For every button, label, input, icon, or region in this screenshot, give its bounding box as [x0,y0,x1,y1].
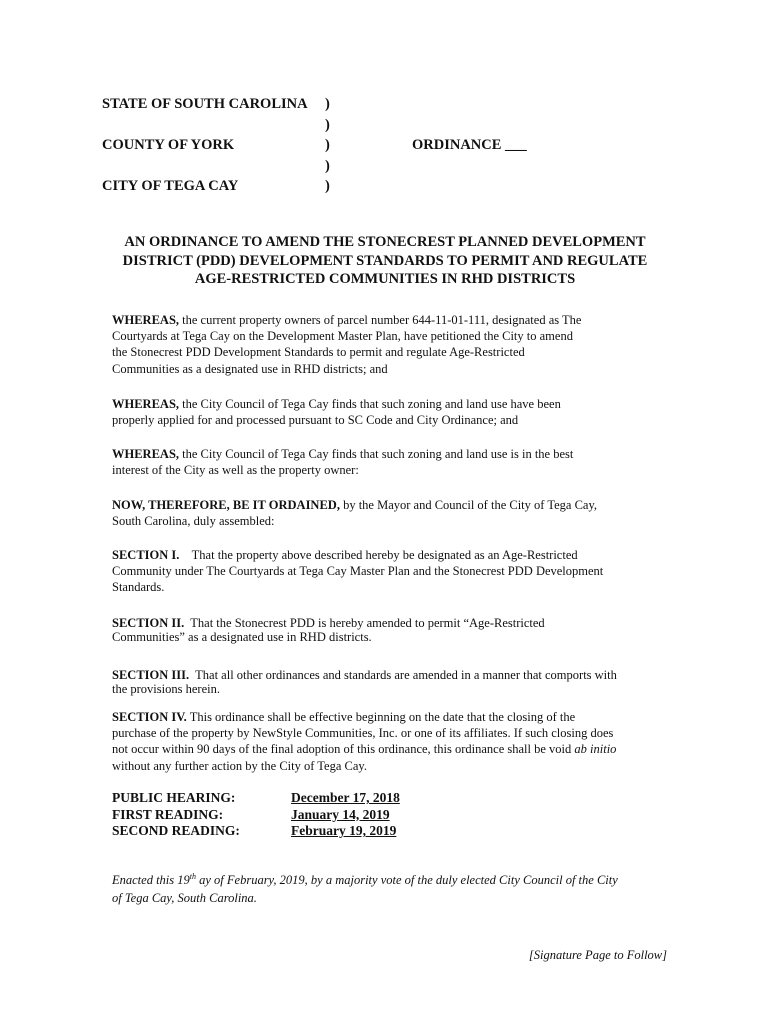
clause-text: the current property owners of parcel number 644-11-01-111, designated as The [179,313,582,327]
caption-paren: ) [325,96,330,112]
whereas-clause-3 [112,446,690,478]
date-label: PUBLIC HEARING: [112,790,236,805]
section-3 [112,668,668,696]
section-1 [112,547,668,596]
clause-lead: WHEREAS, [112,313,180,327]
title-line: DISTRICT (PDD) DEVELOPMENT STANDARDS TO PERMIT AND REGULATE [122,252,648,269]
date-row-second-reading [112,823,532,840]
enactment-statement [112,871,672,907]
whereas-clause-1 [112,312,690,377]
caption-paren: ) [325,137,330,153]
ordinance-number: ORDINANCE ___ [412,137,527,153]
clause-text: interest of the City as well as the property owner: [112,463,359,478]
section-text: That the property above described hereby be designated as an Age-Restricted [179,548,578,562]
date-row-first-reading [112,807,532,824]
caption-row-state [102,94,542,115]
section-text: without any further action by the City of Tega Cay. [112,758,367,773]
whereas-clause-2 [112,396,690,428]
section-text: the provisions herein. [112,682,220,696]
clause-lead: WHEREAS, [112,397,180,411]
section-text: Community under The Courtyards at Tega Cay Master Plan and the Stonecrest PDD Development [112,564,604,579]
date-value: February 19, 2019 [291,823,397,838]
section-4 [112,709,668,774]
section-2 [112,616,668,644]
section-text: purchase of the property by NewStyle Communities, Inc. or one of its affiliates. If such closing does [112,726,614,741]
section-lead: SECTION I. [112,548,180,562]
caption-paren: ) [325,157,330,174]
section-text: Standards. [112,580,165,595]
section-text: That all other ordinances and standards are amended in a manner that comports with [189,668,617,682]
ordained-clause [112,497,690,529]
case-caption [102,94,542,197]
enacted-text: Enacted this 19 [112,873,190,887]
clause-text: by the Mayor and Council of the City of Tega Cay, [339,498,598,512]
caption-row-spacer [102,156,542,177]
section-lead: SECTION III. [112,668,190,682]
caption-row-city [102,176,542,197]
clause-text: the City Council of Tega Cay finds that such zoning and land use is in the best [179,447,574,461]
caption-city: CITY OF TEGA CAY [102,178,239,194]
section-text: That the Stonecrest PDD is hereby amended to permit “Age-Restricted [184,616,545,630]
ordinance-title [100,233,670,289]
clause-lead: NOW, THEREFORE, BE IT ORDAINED, [112,498,340,512]
clause-text: the Stonecrest PDD Development Standards to permit and regulate Age-Restricted [112,345,525,360]
section-text: This ordinance shall be effective beginning on the date that the closing of the [186,710,576,724]
date-row-public-hearing [112,790,532,807]
enacted-text: of Tega Cay, South Carolina. [112,891,257,905]
caption-row-county [102,135,542,156]
date-label: FIRST READING: [112,806,224,822]
clause-text: South Carolina, duly assembled: [112,514,275,529]
reading-dates [112,790,532,840]
signature-page-note: [Signature Page to Follow] [528,948,667,962]
date-value: January 14, 2019 [291,806,390,822]
title-line: AN ORDINANCE TO AMEND THE STONECREST PLANNED DEVELOPMENT [124,234,646,250]
clause-lead: WHEREAS, [112,447,180,461]
enacted-ordinal-suffix: th [189,871,196,881]
clause-text: the City Council of Tega Cay finds that such zoning and land use have been [179,397,561,411]
clause-text: Communities as a designated use in RHD districts; and [112,361,388,376]
section-lead: SECTION II. [112,616,185,630]
caption-paren: ) [325,116,330,133]
date-label: SECOND READING: [112,823,240,838]
caption-county: COUNTY OF YORK [102,137,235,153]
clause-text: properly applied for and processed pursuant to SC Code and City Ordinance; and [112,413,519,428]
caption-state: STATE OF SOUTH CAROLINA [102,96,308,112]
section-text-italic: ab initio [574,742,617,757]
caption-row-spacer [102,115,542,136]
date-value: December 17, 2018 [291,790,400,805]
section-text: not occur within 90 days of the final adoption of this ordinance, this ordinance shall be void [112,742,575,757]
section-text: Communities” as a designated use in RHD districts. [112,630,372,644]
section-lead: SECTION IV. [112,710,187,724]
caption-paren: ) [325,178,330,194]
enacted-text: ay of February, 2019, by a majority vote of the duly elected City Council of the City [196,873,618,887]
clause-text: Courtyards at Tega Cay on the Development Master Plan, have petitioned the City to amend [112,329,573,344]
title-line: AGE-RESTRICTED COMMUNITIES IN RHD DISTRICTS [194,271,576,287]
